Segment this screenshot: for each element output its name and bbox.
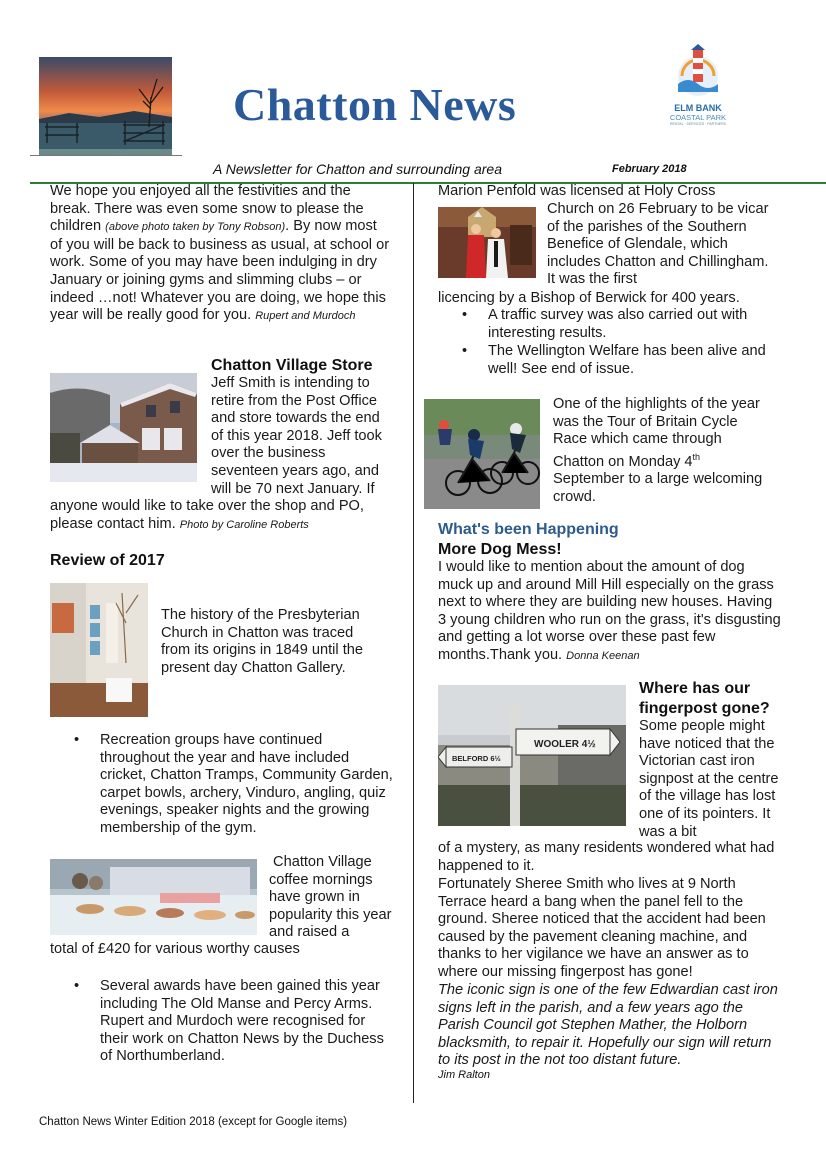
tour-text — [553, 396, 775, 506]
dog-heading: More Dog Mess! — [438, 541, 562, 558]
fingerpost-heading: Where has our fingerpost gone? — [639, 680, 770, 717]
happening-heading: What's been Happening — [438, 521, 619, 538]
belford-sign-text: BELFORD 6½ — [452, 754, 501, 763]
issue-date: February 2018 — [612, 163, 687, 175]
wellington-bullet: • The Wellington Welfare has been alive and well! See end of issue. — [438, 343, 783, 378]
newsletter-title: Chatton News — [233, 79, 517, 130]
right-bullet-list — [438, 307, 783, 378]
sponsor-name-3: RENTAL · SERVICES · PARTNERS — [669, 122, 726, 126]
lighthouse-logo-icon — [672, 44, 724, 98]
wooler-sign-text: WOOLER 4½ — [534, 739, 596, 750]
review-bullet-list-2 — [50, 978, 395, 1066]
dog-text: I would like to mention about the amount of dog muck up and around Mill Hill especially on the grass next to where they are building new houses. Having 3 young children who run on the grass, it's disgusting and getting a lot worse over these past few months.Thank you. — [438, 559, 781, 663]
traffic-bullet: • A traffic survey was also carried out with interesting results. — [438, 307, 783, 342]
dog-paragraph — [438, 559, 783, 666]
store-text-right: Jeff Smith is intending to retire from the Post Office and store towards the end of this year 2018. Jeff took over the business seventeen years ago, and will be 70 next January. If — [211, 375, 382, 497]
intro-photo-note: (above photo taken by Tony Robson) — [105, 221, 286, 234]
fingerpost-italic-text: The iconic sign is one of the few Edwardian cast iron signs left in the parish, and a few years ago the Parish Council got Stephen Mather, the Holborn blacksmith, to repair it. Hopefully our sign will return to its post in the not too distant future. — [438, 982, 778, 1069]
intro-text-cont: . By now most of you will be back to business as usual, at school or work. Some of you may have been indulging in dry January or joining gyms and slimming clubs – or indeed …not! Whatever you are doing, we hope this year will be really good for you. — [50, 218, 390, 324]
header-photo-rule — [30, 155, 182, 156]
sponsor-logo — [662, 44, 734, 134]
fingerpost-credit: Jim Ralton — [438, 1069, 490, 1081]
sponsor-name-1: ELM BANK — [674, 103, 722, 113]
column-divider — [413, 183, 414, 1103]
review-heading: Review of 2017 — [50, 552, 165, 569]
fingerpost-photo — [438, 685, 626, 826]
dog-credit: Donna Keenan — [566, 649, 640, 662]
footer-text: Chatton News Winter Edition 2018 (except for Google items) — [39, 1116, 348, 1128]
marion-text-right: Church on 26 February to be vicar of the parishes of the Southern Benefice of Glendale, which includes Chatton and Chillingham. It was the first — [547, 201, 769, 288]
history-text: The history of the Presbyterian Church in Chatton was traced from its origins in 1849 until the present day Chatton Gallery. — [161, 607, 363, 676]
sunrise-photo — [39, 57, 172, 155]
store-heading: Chatton Village Store — [211, 357, 373, 374]
sponsor-name-2: COASTAL PARK — [669, 113, 727, 122]
gallery-photo — [50, 583, 148, 717]
marion-text-top: Marion Penfold was licensed at Holy Cross — [438, 183, 716, 199]
recreation-bullet: • Recreation groups have continued throughout the year and have included cricket, Chatton Tramps, Community Garden, carpet bowls, archery, Vinduro, angling, quiz evenings, speaker nights and the growing membership of the gym. — [50, 732, 395, 838]
intro-credit: Rupert and Murdoch — [255, 310, 356, 323]
review-bullet-list-1 — [50, 732, 395, 838]
fingerpost-text-2: Fortunately Sheree Smith who lives at 9 North Terrace heard a bang when the panel fell to the ground. Sheree noticed that the accident had been caused by the pavement cleaning machine, and thanks to her vigilance we have an answer as to where our missing fingerpost has gone! — [438, 876, 766, 980]
village-store-photo — [50, 373, 197, 482]
store-credit: Photo by Caroline Roberts — [179, 518, 309, 531]
tour-sup: th — [692, 451, 701, 462]
store-text-bottom: anyone would like to take over the shop and PO, please contact him. Photo by Caroline Roberts — [50, 498, 364, 532]
coffee-text-bottom: total of £420 for various worthy causes — [50, 941, 300, 957]
intro-text: We hope you enjoyed all the festivities and the break. There was even some snow to please the children — [50, 183, 364, 235]
awards-bullet: • Several awards have been gained this year including The Old Manse and Percy Arms. Rupert and Murdoch were recognised for their work on Chatton News by the Duchess of Northumberland. — [50, 978, 395, 1066]
marion-text-bottom: licencing by a Bishop of Berwick for 400 years. — [438, 290, 740, 306]
fingerpost-text-right: Some people might have noticed that the Victorian cast iron signpost at the centre of the village has lost one of its pointers. It was a bit — [639, 718, 779, 840]
coffee-morning-photo — [50, 859, 257, 935]
fingerpost-text-bottom: of a mystery, as many residents wondered what had happened to it. — [438, 840, 775, 874]
tour-text-b: September to a large welcoming crowd. — [553, 471, 763, 505]
coffee-text-right: Chatton Village coffee mornings have grown in popularity this year and raised a — [269, 854, 392, 941]
tour-text-a: One of the highlights of the year was the Tour of Britain Cycle Race which came through Chatton on Monday 4 — [553, 396, 760, 470]
cycle-race-photo — [424, 399, 540, 509]
intro-paragraph — [50, 183, 390, 326]
licensing-photo — [438, 207, 536, 278]
newsletter-subtitle: A Newsletter for Chatton and surrounding area — [213, 161, 502, 177]
